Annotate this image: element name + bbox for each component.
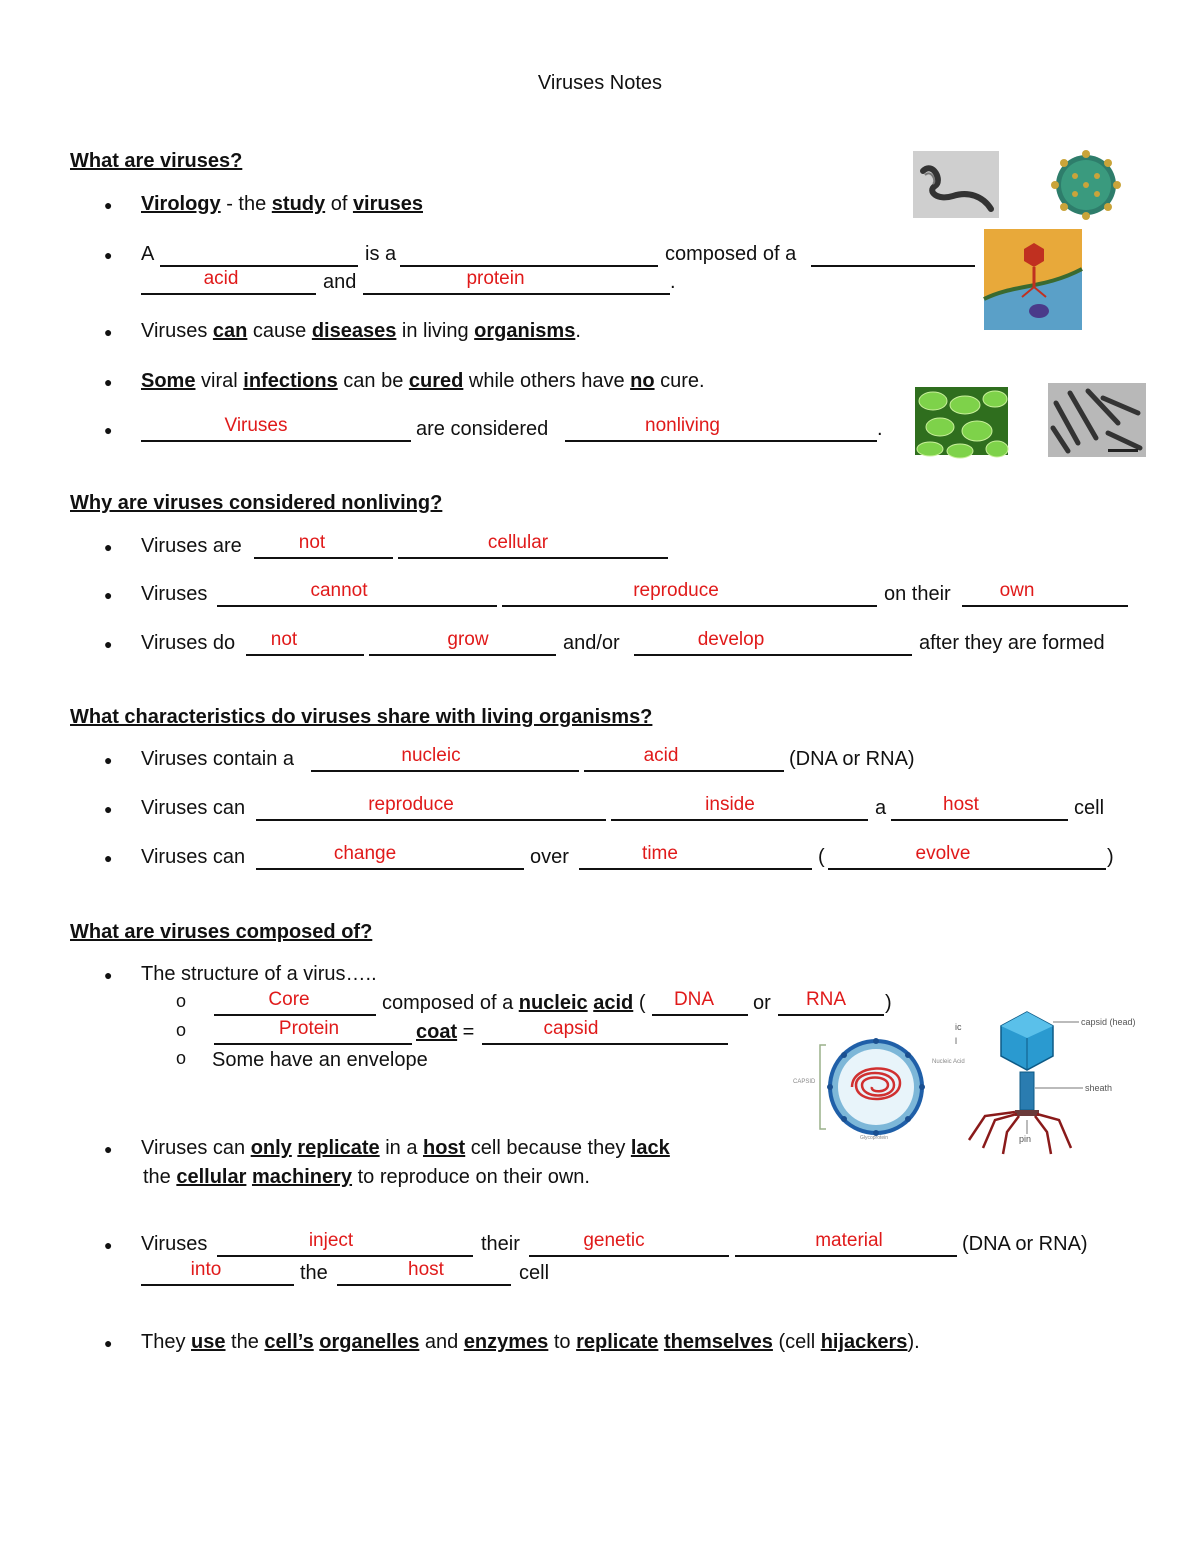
answer-acid: acid xyxy=(203,268,239,289)
blank-dna[interactable] xyxy=(652,989,748,1016)
text: Some have an envelope xyxy=(212,1049,428,1071)
phage-cell-image xyxy=(984,229,1082,330)
blank-host[interactable] xyxy=(891,794,1068,821)
blank-develop[interactable] xyxy=(634,629,912,656)
term: no xyxy=(630,370,655,392)
text: the xyxy=(300,1262,328,1284)
blank-inside[interactable] xyxy=(611,794,868,821)
term: replicate xyxy=(297,1137,380,1159)
phage-structure-image xyxy=(955,1008,1150,1158)
answer-cannot: cannot xyxy=(310,580,368,601)
blank-not[interactable] xyxy=(254,532,393,559)
blank-acid-2[interactable] xyxy=(584,745,784,772)
blank-cannot[interactable] xyxy=(217,580,497,607)
answer-host: host xyxy=(943,794,979,815)
text: Viruses can xyxy=(141,797,246,819)
blank-evolve[interactable] xyxy=(828,843,1106,870)
text: ) xyxy=(1107,846,1114,868)
blank-own[interactable] xyxy=(962,580,1128,607)
text: - the xyxy=(220,193,272,215)
text: Viruses xyxy=(141,1233,208,1255)
text: cause xyxy=(247,320,312,342)
blank-reproduce-2[interactable] xyxy=(256,794,606,821)
text: . xyxy=(575,320,581,342)
blank-protein-coat[interactable] xyxy=(214,1018,412,1045)
bullet-dot: ● xyxy=(104,539,113,555)
bullet-dot: ● xyxy=(104,374,113,390)
answer-rna: RNA xyxy=(805,989,847,1010)
label-pin: pin xyxy=(1019,1134,1032,1144)
text: in living xyxy=(396,320,475,342)
answer-cellular: cellular xyxy=(487,532,549,553)
answer-host: host xyxy=(408,1259,444,1280)
text: a xyxy=(875,797,887,819)
label-capsid-head: capsid (head) xyxy=(1081,1017,1136,1027)
text: and xyxy=(323,271,357,293)
blank-3[interactable] xyxy=(811,265,975,267)
text: Viruses contain a xyxy=(141,748,295,770)
text: cell because they xyxy=(465,1137,631,1159)
answer-change: change xyxy=(333,843,397,864)
virus-micrograph-ebola xyxy=(913,151,999,218)
bullet-dot: ● xyxy=(104,197,113,213)
term: hijackers xyxy=(820,1331,908,1353)
text: ( xyxy=(818,846,825,868)
term: lack xyxy=(630,1137,670,1159)
heading-what-are-viruses: What are viruses? xyxy=(70,150,243,172)
term: diseases xyxy=(311,320,397,342)
virus-structure-diagram xyxy=(790,1033,965,1141)
blank-core[interactable] xyxy=(214,989,376,1016)
answer-own: own xyxy=(999,580,1035,601)
blank-nonliving[interactable] xyxy=(565,415,877,442)
answer-material: material xyxy=(815,1230,883,1251)
bullet-dot: ● xyxy=(104,1335,113,1351)
text: ) xyxy=(885,992,892,1014)
term: replicate xyxy=(576,1331,659,1353)
answer-develop: develop xyxy=(697,629,765,650)
answer-inside: inside xyxy=(705,794,755,815)
bullet-dot: ● xyxy=(104,752,113,768)
text: are considered xyxy=(416,418,549,440)
blank-into[interactable] xyxy=(141,1259,294,1286)
term: organisms xyxy=(474,320,576,342)
blank-reproduce[interactable] xyxy=(502,580,877,607)
sub-bullet-circle: o xyxy=(176,1020,187,1040)
text: to reproduce on their own. xyxy=(352,1166,590,1188)
label-glyco-small: Glycoprotein xyxy=(860,1135,889,1141)
answer-nucleic: nucleic xyxy=(401,745,461,766)
bullet-dot: ● xyxy=(104,1141,113,1157)
text: Viruses do xyxy=(141,632,236,654)
text: Viruses can xyxy=(141,1137,251,1159)
bullet-dot: ● xyxy=(104,801,113,817)
text: while others have xyxy=(463,370,631,392)
text: composed of a xyxy=(382,992,519,1014)
text: Viruses xyxy=(141,583,208,605)
blank-1[interactable] xyxy=(160,265,358,267)
blank-capsid[interactable] xyxy=(482,1018,728,1045)
term-virology: Virology xyxy=(141,193,221,215)
term: only xyxy=(250,1137,292,1159)
text: the xyxy=(225,1331,265,1353)
blank-cellular[interactable] xyxy=(398,532,668,559)
text: . xyxy=(670,271,676,293)
term: acid xyxy=(593,992,634,1014)
blank-grow[interactable] xyxy=(369,629,556,656)
virus-illustration-green xyxy=(915,387,1008,455)
bullet-dot: ● xyxy=(104,587,113,603)
bullet-dot: ● xyxy=(104,422,113,438)
heading-why-nonliving: Why are viruses considered nonliving? xyxy=(70,492,443,514)
blank-material[interactable] xyxy=(735,1230,957,1257)
text: or xyxy=(753,992,771,1014)
text: is a xyxy=(365,243,397,265)
text: composed of a xyxy=(665,243,797,265)
answer-capsid: capsid xyxy=(543,1018,599,1039)
text: = xyxy=(457,1021,475,1043)
term-study: study xyxy=(271,193,326,215)
answer-into: into xyxy=(190,1259,222,1280)
heading-characteristics: What characteristics do viruses share with living organisms? xyxy=(70,706,653,728)
green-virus-image xyxy=(915,387,1008,455)
term: host xyxy=(423,1137,466,1159)
text: They xyxy=(141,1331,192,1353)
label-l: l xyxy=(955,1036,957,1046)
answer-genetic: genetic xyxy=(583,1230,645,1251)
text: their xyxy=(481,1233,520,1255)
bullet-dot: ● xyxy=(104,636,113,652)
text: The structure of a virus….. xyxy=(141,963,377,985)
text: after they are formed xyxy=(919,632,1105,654)
bullet-dot: ● xyxy=(104,247,113,263)
answer-viruses: Viruses xyxy=(224,415,288,436)
text: the xyxy=(143,1166,177,1188)
term: use xyxy=(191,1331,226,1353)
blank-change[interactable] xyxy=(256,843,524,870)
ebola-image xyxy=(913,151,999,218)
term: themselves xyxy=(663,1331,773,1353)
blank-not-2[interactable] xyxy=(246,629,364,656)
term: nucleic xyxy=(518,992,588,1014)
sub-bullet-circle: o xyxy=(176,1048,187,1068)
text: ). xyxy=(907,1331,920,1353)
rods-image xyxy=(1048,383,1146,457)
blank-time[interactable] xyxy=(579,843,812,870)
virus-illustration-sphere xyxy=(1045,146,1127,224)
text: of xyxy=(325,193,353,215)
answer-protein: Protein xyxy=(278,1018,340,1039)
term: infections xyxy=(243,370,338,392)
blank-inject[interactable] xyxy=(217,1230,473,1257)
text: cell xyxy=(1074,797,1105,819)
text: to xyxy=(548,1331,577,1353)
virus-micrograph-rods xyxy=(1048,383,1146,457)
label-nucleic-small: Nucleic Acid xyxy=(932,1059,965,1065)
term-coat: coat xyxy=(416,1021,458,1043)
answer-nonliving: nonliving xyxy=(645,415,720,436)
answer-acid: acid xyxy=(643,745,679,766)
text: (DNA or RNA) xyxy=(962,1233,1088,1255)
bullet-dot: ● xyxy=(104,324,113,340)
blank-rna[interactable] xyxy=(778,989,884,1016)
text: A xyxy=(141,243,155,265)
text: . xyxy=(877,418,883,440)
blank-viruses[interactable] xyxy=(141,415,411,442)
blank-genetic[interactable] xyxy=(529,1230,729,1257)
heading-composed-of: What are viruses composed of? xyxy=(70,921,373,943)
answer-evolve: evolve xyxy=(915,843,971,864)
label-ic: ic xyxy=(955,1022,962,1032)
text: viral xyxy=(195,370,244,392)
text: and/or xyxy=(563,632,620,654)
answer-time: time xyxy=(642,843,678,864)
virus-illustration-phage-cell xyxy=(984,229,1082,330)
text: over xyxy=(530,846,569,868)
text: cure. xyxy=(654,370,705,392)
bullet-dot: ● xyxy=(104,967,113,983)
term: organelles xyxy=(319,1331,420,1353)
blank-nucleic[interactable] xyxy=(311,745,579,772)
term: enzymes xyxy=(463,1331,549,1353)
virus-cross-section xyxy=(790,1033,965,1141)
bullet-dot: ● xyxy=(104,1237,113,1253)
text: Viruses can xyxy=(141,846,246,868)
answer-reproduce: reproduce xyxy=(633,580,719,601)
label-sheath: sheath xyxy=(1085,1083,1113,1093)
term: Some xyxy=(141,370,196,392)
text: in a xyxy=(379,1137,423,1159)
text: and xyxy=(419,1331,464,1353)
answer-protein: protein xyxy=(466,268,525,289)
term: can xyxy=(212,320,248,342)
term: cellular xyxy=(176,1166,247,1188)
sub-bullet-circle: o xyxy=(176,991,187,1011)
text: (DNA or RNA) xyxy=(789,748,915,770)
answer-not: not xyxy=(270,629,298,650)
text: Viruses are xyxy=(141,535,242,557)
answer-not: not xyxy=(298,532,326,553)
answer-inject: inject xyxy=(308,1230,354,1251)
term-viruses: viruses xyxy=(352,193,423,215)
term: cell’s xyxy=(264,1331,314,1353)
label-capsid-small: CAPSID xyxy=(793,1079,816,1085)
answer-reproduce: reproduce xyxy=(368,794,454,815)
text: Viruses xyxy=(141,320,213,342)
text: can be xyxy=(337,370,409,392)
text: ( xyxy=(633,992,646,1014)
answer-dna: DNA xyxy=(673,989,715,1010)
text: (cell xyxy=(772,1331,821,1353)
text: cell xyxy=(519,1262,550,1284)
text: on their xyxy=(884,583,951,605)
blank-protein[interactable] xyxy=(363,268,670,295)
answer-core: Core xyxy=(268,989,310,1010)
sphere-virus-image xyxy=(1045,146,1127,224)
answer-grow: grow xyxy=(447,629,489,650)
blank-acid[interactable] xyxy=(141,268,316,295)
blank-2[interactable] xyxy=(400,265,658,267)
bacteriophage-diagram xyxy=(955,1008,1150,1158)
term: machinery xyxy=(251,1166,353,1188)
blank-host-2[interactable] xyxy=(337,1259,511,1286)
term: cured xyxy=(408,370,464,392)
page-title: Viruses Notes xyxy=(537,72,663,94)
bullet-dot: ● xyxy=(104,850,113,866)
